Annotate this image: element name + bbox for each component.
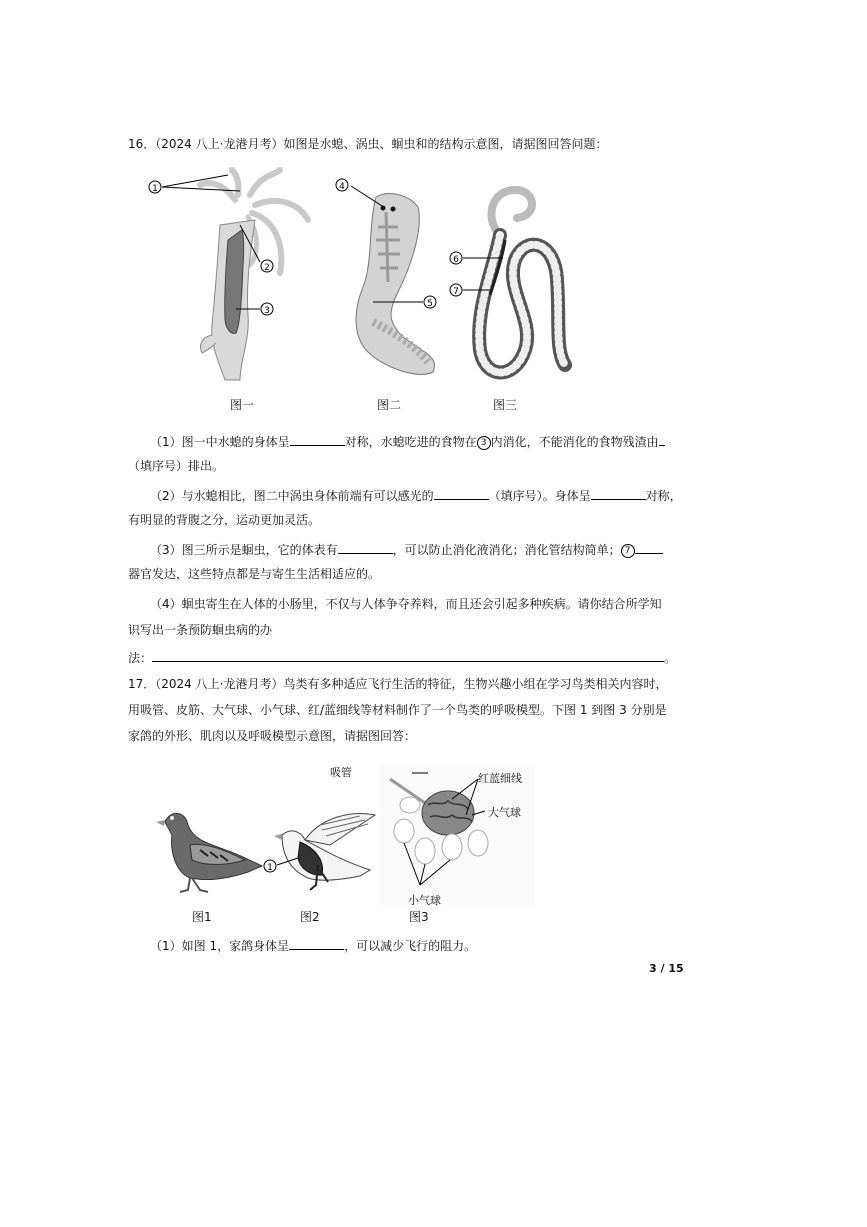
q17-intro-1: 17．（2024 八上·龙港月考）鸟类有多种适应飞行生活的特征，生物兴趣小组在学习鸟类相关内容时， bbox=[128, 677, 668, 691]
hydra-body bbox=[200, 170, 308, 380]
figure-label-2: 图二 bbox=[377, 398, 402, 412]
q16-sub3-text-c: 器官发达，这些特点都是与寄生生活相适应的。 bbox=[128, 567, 381, 581]
q16-sub4-end: 。 bbox=[664, 651, 677, 665]
figure-label-fig2: 图2 bbox=[300, 910, 320, 924]
q17-sub1-text-b: ，可以减少飞行的阻力。 bbox=[344, 939, 477, 953]
callout-1 bbox=[149, 181, 161, 194]
pigeon-figure bbox=[150, 800, 265, 900]
callout-6 bbox=[450, 252, 462, 265]
callout-2 bbox=[261, 260, 273, 273]
breathing-model-body bbox=[380, 765, 535, 905]
callout-5 bbox=[424, 296, 436, 309]
breathing-model-figure bbox=[380, 765, 535, 905]
answer-blank[interactable] bbox=[659, 433, 665, 446]
callout-7 bbox=[450, 284, 462, 297]
q16-sub1-text-a: （1）图一中水螅的身体呈 bbox=[150, 435, 290, 449]
page-number: 3 / 15 bbox=[649, 962, 684, 975]
circled-number: 3 bbox=[477, 436, 491, 450]
q16-sub3-text-a: （3）图三所示是蛔虫，它的体表有 bbox=[150, 543, 338, 557]
q16-sub1-text-b: 对称，水螅吃进的食物在 bbox=[344, 435, 477, 449]
q16-intro: 16．（2024 八上·龙港月考）如图是水螅、涡虫、蛔虫和的结构示意图，请据图回答问题： bbox=[128, 137, 608, 151]
q17-sub1-text-a: （1）如图 1，家鸽身体呈 bbox=[150, 939, 290, 953]
roundworm-body bbox=[479, 190, 565, 373]
q16-sub2-text-d: 有明显的背腹之分，运动更加灵活。 bbox=[128, 513, 321, 527]
label-straw: 吸管 bbox=[330, 766, 352, 779]
figure-label-3: 图三 bbox=[493, 398, 518, 412]
q16-sub1-text-d: （填序号）排出。 bbox=[128, 459, 225, 473]
q16-sub3-line bbox=[150, 541, 663, 558]
q16-sub4-text-a: （4）蛔虫寄生在人体的小肠里，不仅与人体争夺养料，而且还会引起多种疾病。请你结合所学知 bbox=[150, 597, 662, 611]
pigeon-body bbox=[156, 813, 262, 892]
figure-label-1: 图一 bbox=[230, 398, 255, 412]
svg-text:1: 1 bbox=[152, 184, 158, 194]
figure-label-fig1: 图1 bbox=[192, 910, 212, 924]
q16-sub4-text-c: 法： bbox=[128, 651, 153, 665]
answer-blank[interactable] bbox=[289, 937, 344, 950]
q16-sub2-text-a: （2）与水螅相比，图二中涡虫身体前端有可以感光的 bbox=[150, 489, 434, 503]
q16-sub2-line bbox=[150, 487, 682, 503]
figure-label-fig3: 图3 bbox=[409, 910, 429, 924]
callout-1-fig2 bbox=[264, 860, 276, 873]
svg-text:7: 7 bbox=[453, 287, 459, 297]
planarian-body bbox=[356, 194, 435, 375]
pigeon-muscle-body bbox=[274, 814, 375, 890]
answer-blank[interactable] bbox=[290, 433, 345, 446]
callout-3 bbox=[261, 303, 273, 316]
pigeon-muscle-figure bbox=[260, 810, 380, 895]
q16-sub4-line bbox=[128, 649, 676, 665]
answer-blank[interactable] bbox=[338, 541, 393, 554]
label-big-balloon: 大气球 bbox=[488, 806, 521, 819]
svg-text:1: 1 bbox=[267, 863, 273, 873]
label-small-balloon: 小气球 bbox=[408, 894, 441, 907]
callout-4 bbox=[336, 179, 348, 192]
q17-intro-3: 家鸽的外形、肌肉以及呼吸模型示意图，请据图回答： bbox=[128, 729, 417, 743]
svg-text:3: 3 bbox=[264, 306, 270, 316]
svg-text:2: 2 bbox=[264, 263, 270, 273]
svg-text:4: 4 bbox=[339, 182, 345, 192]
q16-sub1-line bbox=[150, 433, 665, 450]
answer-blank[interactable] bbox=[152, 649, 664, 662]
q17-sub1-line bbox=[150, 937, 476, 953]
q16-sub1-text-c: 内消化，不能消化的食物残渣由 bbox=[490, 435, 659, 449]
roundworm-figure bbox=[445, 180, 580, 385]
svg-text:5: 5 bbox=[427, 299, 433, 309]
circled-number: 7 bbox=[621, 544, 635, 558]
svg-text:6: 6 bbox=[453, 255, 459, 265]
q16-sub2-text-c: 对称， bbox=[645, 489, 682, 503]
answer-blank[interactable] bbox=[591, 487, 646, 500]
planarian-figure bbox=[328, 172, 448, 382]
answer-blank[interactable] bbox=[434, 487, 489, 500]
q16-sub4-text-b: 识写出一条预防蛔虫病的办 bbox=[128, 623, 273, 637]
q16-sub2-text-b: （填序号）。身体呈 bbox=[488, 489, 591, 503]
answer-blank[interactable] bbox=[635, 541, 663, 554]
q16-sub3-text-b: ，可以防止消化液消化；消化管结构简单； bbox=[392, 543, 621, 557]
hydra-figure bbox=[140, 165, 330, 390]
label-thread: 红蓝细线 bbox=[478, 772, 522, 785]
q17-intro-2: 用吸管、皮筋、大气球、小气球、红/蓝细线等材料制作了一个鸟类的呼吸模型。下图 1 到图 3 分别是 bbox=[128, 703, 667, 717]
